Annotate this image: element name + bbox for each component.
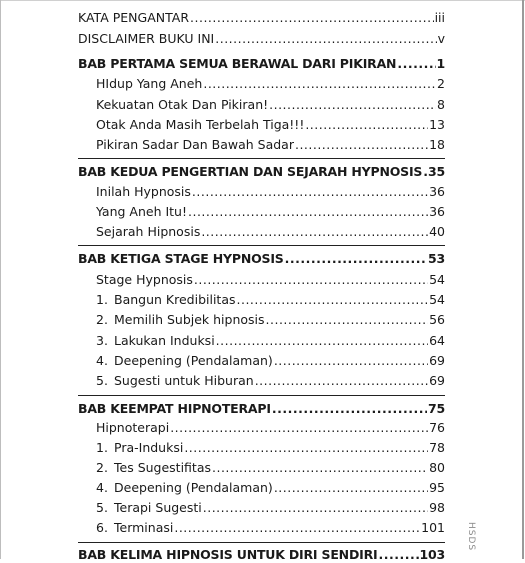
toc-entry-disclaimer[interactable]: DISCLAIMER BUKU INI ..... v bbox=[78, 31, 445, 47]
toc-entry[interactable]: 3. Lakukan Induksi ..... 64 bbox=[96, 333, 445, 349]
dot-leader bbox=[170, 420, 428, 436]
dot-leader bbox=[174, 520, 420, 536]
toc-entry[interactable]: 2. Memilih Subjek hipnosis ..... 56 bbox=[96, 312, 445, 328]
toc-entry[interactable]: Hipnoterapi ..... 76 bbox=[96, 420, 445, 436]
chapter-heading-bab3[interactable]: BAB KETIGA STAGE HYPNOSIS ..... 53 bbox=[78, 251, 445, 267]
toc-entry[interactable]: Pikiran Sadar Dan Bawah Sadar ..... 18 bbox=[96, 137, 445, 153]
dot-leader bbox=[190, 10, 434, 26]
dot-leader bbox=[194, 272, 428, 288]
dot-leader bbox=[201, 224, 428, 240]
dot-leader bbox=[203, 76, 436, 92]
toc-entry[interactable]: HIdup Yang Aneh ..... 2 bbox=[96, 76, 445, 92]
toc-entry[interactable]: Sejarah Hipnosis ..... 40 bbox=[96, 224, 445, 240]
chapter-heading-bab4[interactable]: BAB KEEMPAT HIPNOTERAPI ..... 75 bbox=[78, 401, 445, 417]
dot-leader bbox=[184, 440, 428, 456]
dot-leader bbox=[274, 353, 428, 369]
toc-entry[interactable]: Kekuatan Otak Dan Pikiran! ..... 8 bbox=[96, 97, 445, 113]
dot-leader bbox=[274, 480, 428, 496]
dot-leader bbox=[272, 401, 427, 417]
dot-leader bbox=[255, 373, 428, 389]
section-divider bbox=[78, 542, 445, 543]
dot-leader bbox=[397, 56, 435, 72]
toc-entry[interactable]: Otak Anda Masih Terbelah Tiga!!! ..... 13 bbox=[96, 117, 445, 133]
dot-leader bbox=[188, 204, 428, 220]
dot-leader bbox=[305, 117, 428, 133]
toc-entry[interactable]: 4. Deepening (Pendalaman) ..... 69 bbox=[96, 353, 445, 369]
dot-leader bbox=[216, 333, 428, 349]
toc-entry[interactable]: 1. Bangun Kredibilitas ..... 54 bbox=[96, 292, 445, 308]
toc-entry[interactable]: 2. Tes Sugestifitas ..... 80 bbox=[96, 460, 445, 476]
page-border-top bbox=[0, 0, 525, 1]
dot-leader bbox=[212, 460, 428, 476]
chapter-heading-bab5[interactable]: BAB KELIMA HIPNOSIS UNTUK DIRI SENDIRI ..... 103 bbox=[78, 547, 445, 563]
dot-leader bbox=[192, 184, 428, 200]
section-divider bbox=[78, 245, 445, 246]
page-border-left bbox=[0, 0, 1, 559]
dot-leader bbox=[378, 547, 418, 563]
toc-entry[interactable]: 4. Deepening (Pendalaman) ..... 95 bbox=[96, 480, 445, 496]
dot-leader bbox=[237, 292, 429, 308]
dot-leader bbox=[285, 251, 427, 267]
section-divider bbox=[78, 158, 445, 159]
dot-leader bbox=[203, 500, 428, 516]
toc-entry[interactable]: 6. Terminasi ..... 101 bbox=[96, 520, 445, 536]
chapter-heading-bab2[interactable]: BAB KEDUA PENGERTIAN DAN SEJARAH HYPNOSIS ..... 35 bbox=[78, 164, 445, 180]
toc-entry[interactable]: 5. Terapi Sugesti ..... 98 bbox=[96, 500, 445, 516]
section-divider bbox=[78, 395, 445, 396]
dot-leader bbox=[266, 312, 429, 328]
toc-entry[interactable]: Yang Aneh Itu! ..... 36 bbox=[96, 204, 445, 220]
toc-entry[interactable]: Stage Hypnosis ..... 54 bbox=[96, 272, 445, 288]
page-border-right bbox=[522, 0, 524, 559]
toc-entry[interactable]: Inilah Hypnosis ..... 36 bbox=[96, 184, 445, 200]
chapter-heading-bab1[interactable]: BAB PERTAMA SEMUA BERAWAL DARI PIKIRAN ..... 1 bbox=[78, 56, 445, 72]
dot-leader bbox=[423, 164, 427, 180]
dot-leader bbox=[295, 137, 428, 153]
toc-entry[interactable]: 1. Pra-Induksi ..... 78 bbox=[96, 440, 445, 456]
toc-entry-kata-pengantar[interactable]: KATA PENGANTAR ..... iii bbox=[78, 10, 445, 26]
toc-entry[interactable]: 5. Sugesti untuk Hiburan ..... 69 bbox=[96, 373, 445, 389]
side-watermark-label: HSDS bbox=[466, 522, 476, 552]
dot-leader bbox=[215, 31, 436, 47]
dot-leader bbox=[269, 97, 436, 113]
